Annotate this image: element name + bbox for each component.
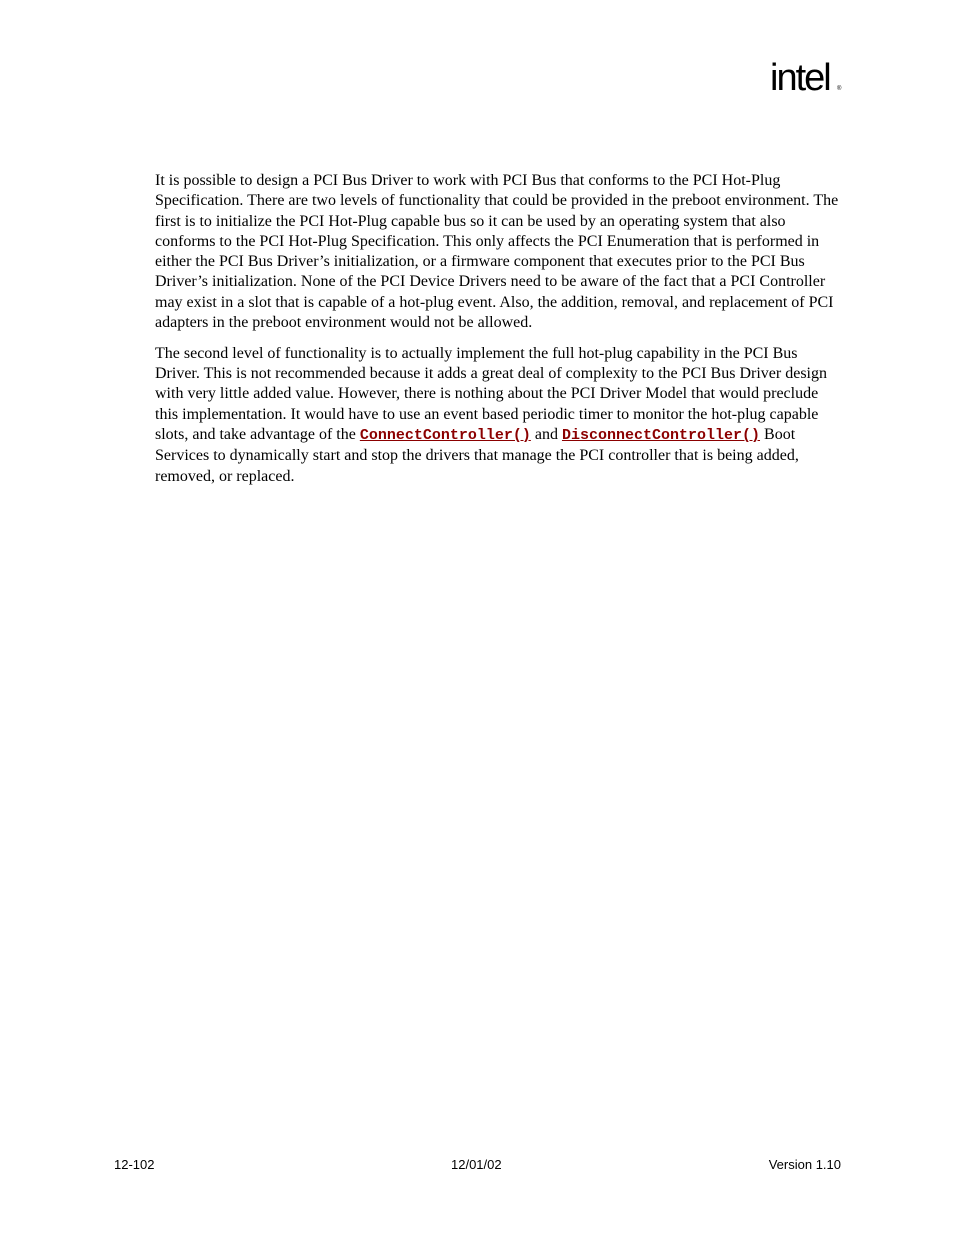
connect-controller-link[interactable]: ConnectController() — [359, 427, 531, 445]
paragraph-1: It is possible to design a PCI Bus Driver to work with PCI Bus that conforms to the PCI Hot-Plug Specification. There are two levels of functionality that could be provided in the preboot environment. The first is to initialize the PCI Hot-Plug capable bus so it can be used by an operating system that also conforms to the PCI Hot-Plug Specification. This only affects the PCI Enumeration that is performed in either the PCI Bus Driver’s initialization, or a firmware component that executes prior to the PCI Bus Driver’s initialization. None of the PCI Device Drivers need to be aware of the fact that a PCI Controller may exist in a slot that is capable of a hot-plug event. Also, the addition, removal, and replacement of PCI adapters in the preboot environment would not be allowed. — [155, 172, 839, 332]
footer-version: Version 1.10 — [768, 1157, 841, 1172]
footer-page-number: 12-102 — [114, 1157, 155, 1172]
registered-mark: ® — [837, 86, 842, 92]
disconnect-controller-link[interactable]: DisconnectController() — [561, 427, 761, 445]
logo-wordmark: intel — [770, 57, 830, 99]
intel-logo — [770, 56, 850, 106]
paragraph-2-text-before: The second level of functionality is to actually implement the full hot-plug capability in the PCI Bus Driver. This is not recommended because it adds a great deal of complexity to the PCI Bus Driver design with very little added value. However, there is nothing about the PCI Driver Model that would preclude this implementation. It would have to use an event based periodic timer to monitor the hot-plug capable slots, and take advantage of the — [155, 344, 827, 444]
paragraph-2-text-after: Boot Services to dynamically start and stop the drivers that manage the PCI controller that is being added, removed, or replaced. — [155, 426, 799, 485]
body-content — [155, 171, 845, 497]
paragraph-2-text-mid: and — [530, 426, 562, 444]
footer-date: 12/01/02 — [451, 1157, 502, 1172]
paragraph-2 — [155, 344, 845, 487]
